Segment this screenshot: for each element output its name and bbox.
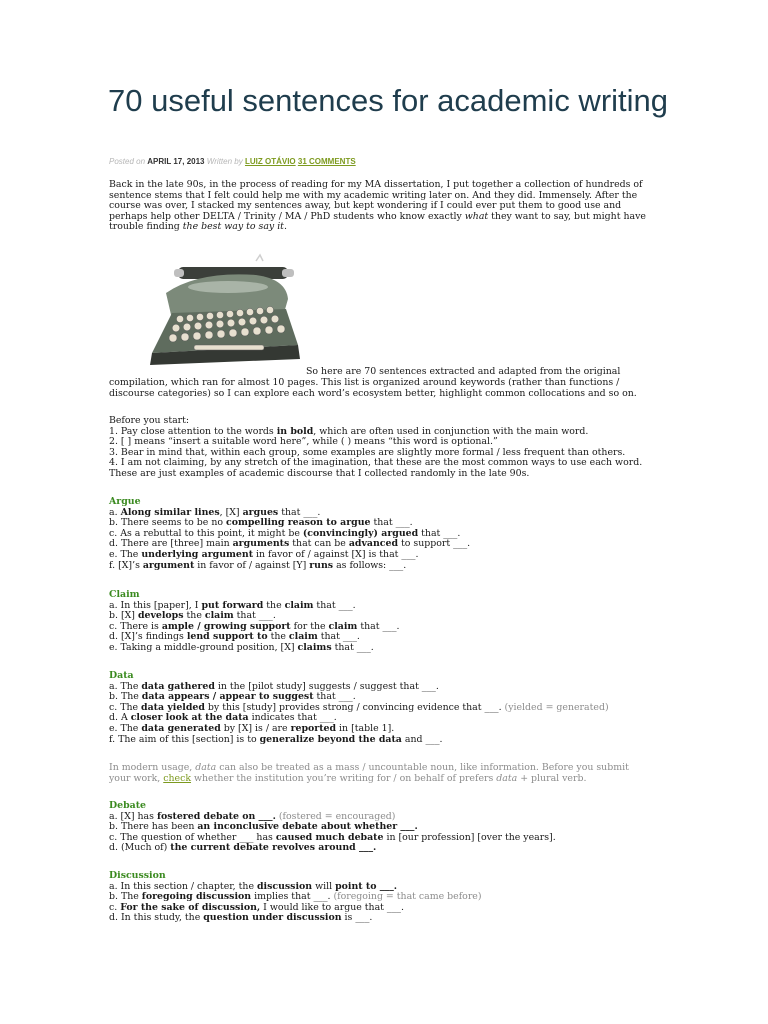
intro-continuation: compilation, which ran for almost 10 pages. This list is organized around keywords (rather than functions / discourse categories) so I can explore each word’s ecosystem better, highlight common collocations and so on.: [109, 377, 637, 399]
list-item: a. In this section / chapter, the discussion will point to ___.: [109, 880, 398, 892]
list-item: e. The underlying argument in favor of / against [X] is that ___.: [109, 548, 419, 560]
list-item: a. Along similar lines, [X] argues that ___.: [109, 506, 321, 518]
post-date: APRIL 17, 2013: [147, 157, 205, 166]
list-item: 3. Bear in mind that, within each group, some examples are slightly more formal / less frequent than others.: [109, 446, 626, 458]
section-heading: Claim: [109, 589, 140, 600]
comments-link[interactable]: 31 COMMENTS: [297, 157, 356, 166]
list-item: c. The data yielded by this [study] provides strong / convincing evidence that ___. (yielded = generated): [109, 701, 609, 713]
list-item: d. In this study, the question under discussion is ___.: [109, 912, 373, 924]
posted-on-label: Posted on: [109, 157, 146, 166]
section-debate: [109, 801, 649, 854]
check-link[interactable]: check: [163, 772, 192, 784]
list-item: b. There seems to be no compelling reason to argue that ___.: [109, 517, 413, 529]
post-meta: [109, 157, 356, 166]
list-item: b. [X] develops the claim that ___.: [109, 610, 276, 622]
list-item: f. The aim of this [section] is to generalize beyond the data and ___.: [109, 733, 443, 745]
section-data: [109, 671, 649, 745]
list-item: b. There has been an inconclusive debate about whether ___.: [109, 821, 418, 833]
before-you-start: Before you start: 1. Pay close attention to the words in bold, which are often used in conjunction with the main word. 2. [ ] means “insert a suitable word here”, while ( ) means “this word is optional.” 3. Bear in mind that, within each group, some examples are slightly more formal / less frequent than others. 4. I am not claiming, by any stretch of the imagination, that these are the most common ways to use each word. These are just examples of academic discourse that I collected randomly in the late 90s.: [109, 416, 649, 480]
section-heading: Discussion: [109, 870, 166, 881]
list-item: e. The data generated by [X] is / are reported in [table 1].: [109, 722, 395, 734]
list-item: c. The question of whether ___ has caused much debate in [our profession] [over the years].: [109, 831, 556, 843]
article-title: 70 useful sentences for academic writing: [108, 83, 669, 118]
intro-paragraph: Back in the late 90s, in the process of reading for my MA dissertation, I put together a collection of hundreds of sentence stems that I felt could help me with my academic writing later on. And they did. Immensely. After the course was over, I stacked my sentences away, but kept wondering if I could ever put them to good use and perhaps help other DELTA / Trinity / MA / PhD students who know exactly what they want to say, but might have trouble finding the best way to say it.: [109, 179, 646, 233]
author-link[interactable]: LUIZ OTÁVIO: [244, 157, 296, 166]
list-item: c. For the sake of discussion, I would like to argue that ___.: [109, 901, 404, 913]
section-argue: [109, 497, 649, 571]
section-discussion: [109, 871, 649, 924]
section-heading: Argue: [109, 496, 141, 507]
list-item: 1. Pay close attention to the words in bold, which are often used in conjunction with the main word.: [109, 425, 589, 437]
written-by-label: Written by: [206, 157, 243, 166]
section-claim: [109, 590, 649, 654]
intro-continuation-line: So here are 70 sentences extracted and adapted from the original: [306, 366, 621, 377]
list-item: d. (Much of) the current debate revolves around ___.: [109, 842, 377, 854]
list-item: 2. [ ] means “insert a suitable word here”, while ( ) means “this word is optional.”: [109, 436, 498, 448]
list-item: d. A closer look at the data indicates that ___.: [109, 712, 337, 724]
list-item: d. [X]’s findings lend support to the claim that ___.: [109, 631, 360, 643]
list-item: a. The data gathered in the [pilot study] suggests / suggest that ___.: [109, 680, 439, 692]
typewriter-image: [138, 253, 308, 373]
list-item: e. Taking a middle-ground position, [X] claims that ___.: [109, 641, 374, 653]
section-heading: Data: [109, 670, 134, 681]
list-item: f. [X]’s argument in favor of / against [Y] runs as follows: ___.: [109, 559, 407, 571]
list-item: c. There is ample / growing support for the claim that ___.: [109, 620, 400, 632]
list-item: b. The foregoing discussion implies that ___. (foregoing = that came before): [109, 891, 482, 903]
list-item: a. [X] has fostered debate on ___. (fostered = encouraged): [109, 810, 396, 822]
list-item: c. As a rebuttal to this point, it might be (convincingly) argued that ___.: [109, 527, 461, 539]
list-item: b. The data appears / appear to suggest that ___.: [109, 691, 356, 703]
list-item: 4. I am not claiming, by any stretch of the imagination, that these are the most common ways to use each word. These are just examples of academic discourse that I collected randomly in the late 90s.: [109, 457, 643, 479]
section-heading: Debate: [109, 800, 147, 811]
list-item: a. In this [paper], I put forward the claim that ___.: [109, 599, 356, 611]
data-usage-note: In modern usage, data can also be treated as a mass / uncountable noun, like information. Before you submit your work, check whether the institution you’re writing for / on behalf of prefers data + plural verb.: [109, 762, 629, 784]
list-item: d. There are [three] main arguments that can be advanced to support ___.: [109, 538, 471, 550]
